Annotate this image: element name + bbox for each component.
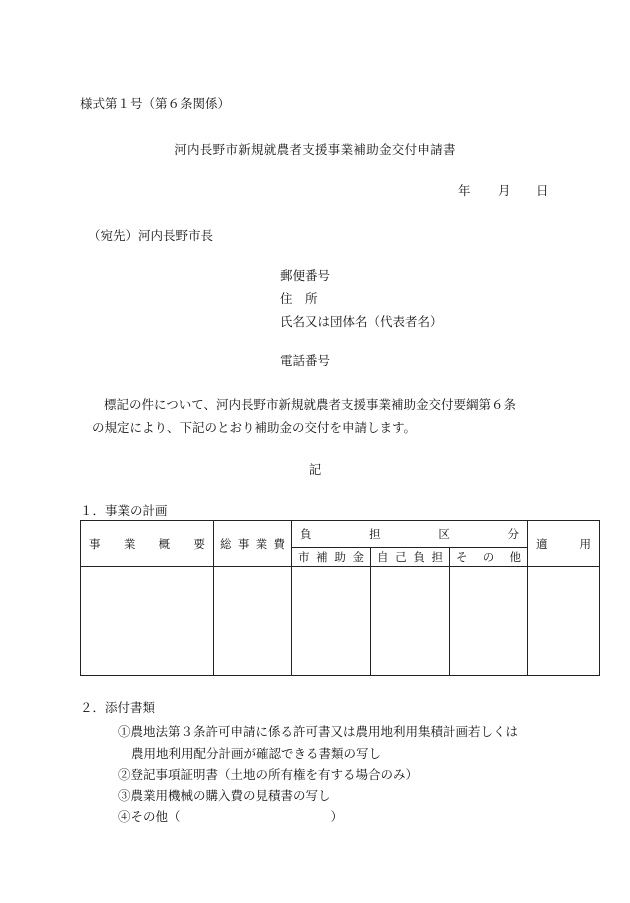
body-text-line-1: 標記の件について、河内長野市新規就農者支援事業補助金交付要綱第６条 (104, 397, 517, 412)
header-burden: 負担区分 (292, 521, 528, 548)
plan-table (80, 520, 600, 676)
body-text-line-2: の規定により、下記のとおり補助金の交付を申請します。 (92, 420, 417, 435)
cell-overview[interactable] (81, 567, 214, 676)
header-apply: 適用 (528, 521, 600, 567)
document-title: 河内長野市新規就農者支援事業補助金交付申請書 (174, 142, 456, 157)
header-overview: 事業概要 (81, 521, 214, 567)
section-1-heading: １．事業の計画 (80, 503, 168, 518)
name-label: 氏名又は団体名（代表者名） (280, 314, 443, 329)
attachment-item-1-continued: 農用地利用配分計画が確認できる書類の写し (131, 746, 382, 761)
attachment-item-1: ①農地法第３条許可申請に係る許可書又は農用地利用集積計画若しくは (118, 724, 519, 739)
cell-total-cost[interactable] (214, 567, 292, 676)
cell-self-burden[interactable] (371, 567, 450, 676)
attachment-item-3: ③農業用機械の購入費の見積書の写し (118, 788, 331, 803)
cell-city-subsidy[interactable] (292, 567, 371, 676)
date-day: 日 (536, 183, 549, 198)
date-month: 月 (498, 183, 511, 198)
attachment-item-4: ④その他（ ） (118, 809, 344, 824)
header-self-burden: 自己負担 (371, 548, 450, 567)
header-city-subsidy: 市補助金 (292, 548, 371, 567)
section-2-heading: ２．添付書類 (80, 700, 156, 715)
phone-label: 電話番号 (280, 353, 331, 368)
header-other: その他 (450, 548, 528, 567)
cell-other[interactable] (450, 567, 528, 676)
address-label: 住 所 (280, 291, 318, 306)
ki-heading: 記 (308, 462, 322, 477)
cell-apply[interactable] (528, 567, 600, 676)
header-total-cost: 総事業費 (214, 521, 292, 567)
postal-code-label: 郵便番号 (280, 268, 331, 283)
addressee: （宛先）河内長野市長 (88, 228, 214, 243)
date-year: 年 (458, 183, 471, 198)
attachment-item-2: ②登記事項証明書（土地の所有権を有する場合のみ） (118, 767, 419, 782)
date-line (458, 185, 549, 198)
form-number: 様式第１号（第６条関係） (80, 96, 231, 111)
